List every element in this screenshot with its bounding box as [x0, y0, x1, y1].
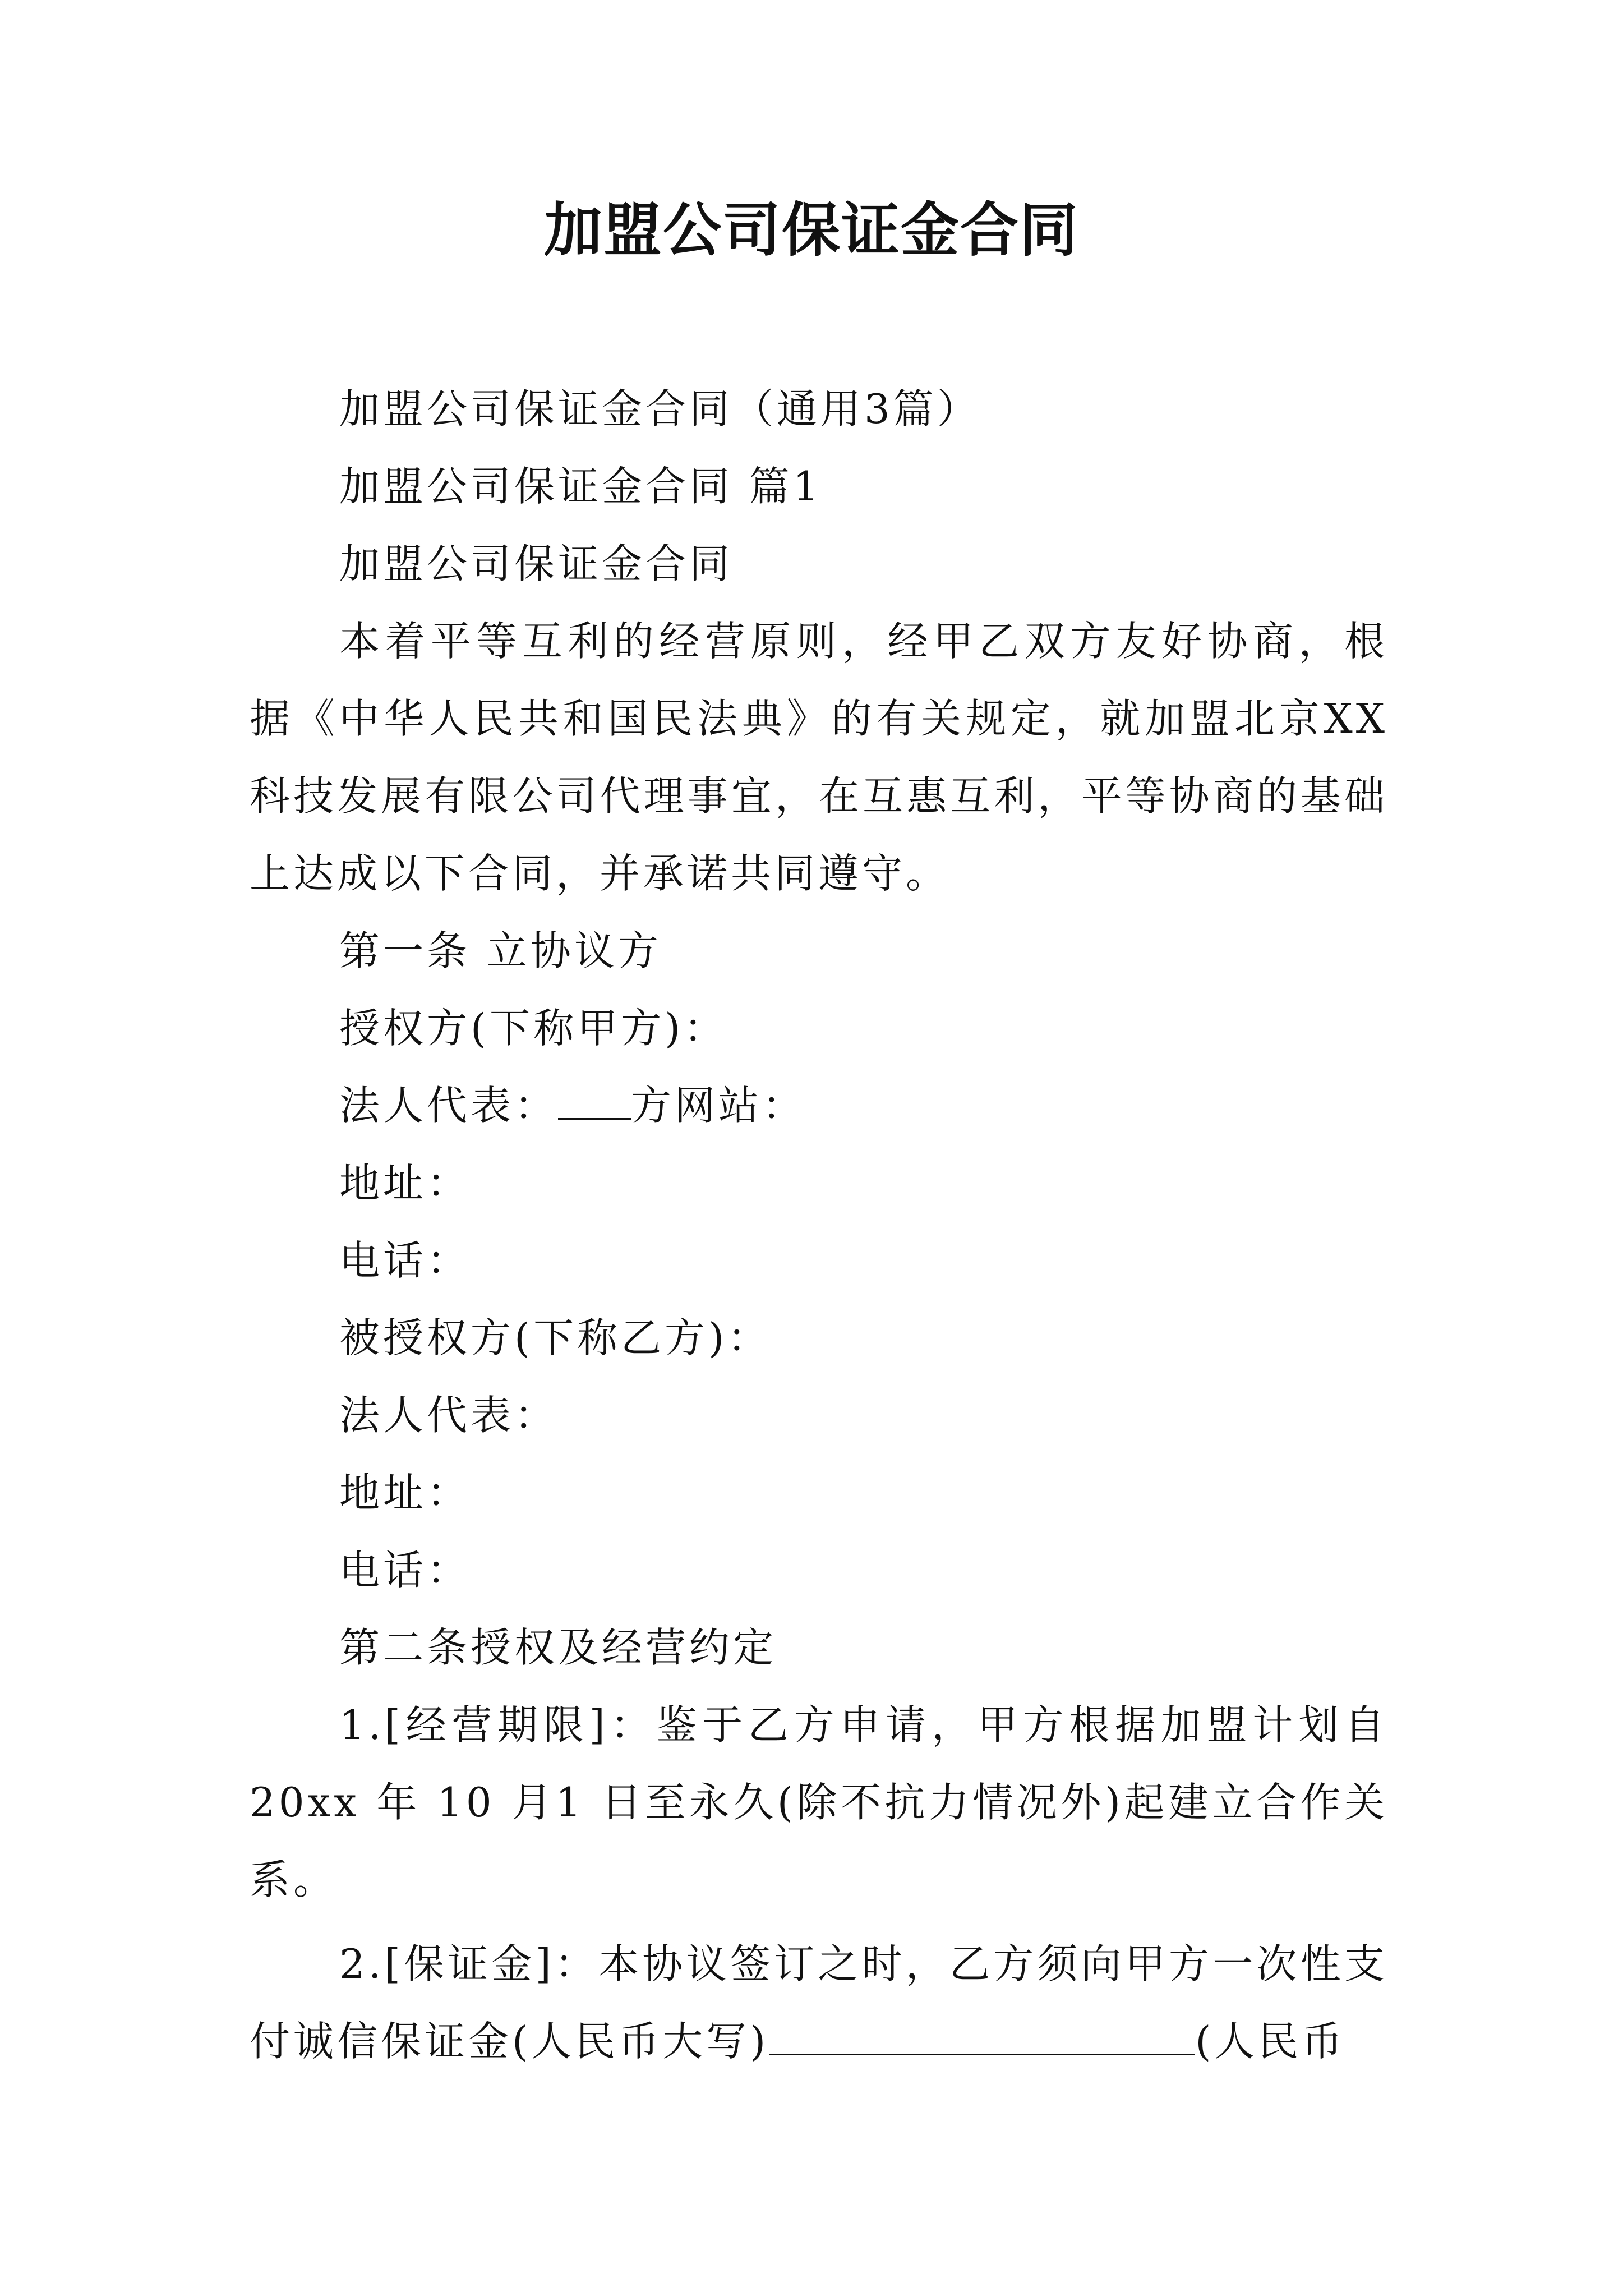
party-a-label: 授权方(下称甲方)： [339, 1005, 728, 1052]
website-label: 方网站： [631, 1082, 806, 1129]
contract-name: 加盟公司保证金合同 [339, 540, 734, 587]
deposit-text: 2.[保证金]：本协议签订之时，乙方须向甲方一次性支付诚信保证金(人民币大写) [250, 1940, 1388, 2065]
blank-line [558, 1083, 631, 1120]
party-a-address: 地址： [339, 1159, 471, 1207]
document-body [250, 370, 1388, 2080]
party-a-representative [250, 1067, 1388, 1144]
party-b-representative: 法人代表： [339, 1392, 559, 1439]
document-title: 加盟公司保证金合同 [543, 195, 1079, 264]
deposit-clause [250, 1925, 1388, 2080]
deposit-text-continued: (人民币 [1195, 2018, 1346, 2065]
section-heading: 加盟公司保证金合同 篇1 [339, 463, 822, 510]
article-two-heading: 第二条授权及经营约定 [339, 1624, 777, 1671]
amount-blank-line [769, 2019, 1195, 2055]
preamble-paragraph: 本着平等互利的经营原则，经甲乙双方友好协商，根据《中华人民共和国民法典》的有关规定，就加盟北京XX科技发展有限公司代理事宜，在互惠互利，平等协商的基础上达成以下合同，并承诺共同遵守。 [250, 618, 1388, 897]
party-b-phone: 电话： [339, 1547, 471, 1594]
term-clause: 1.[经营期限]：鉴于乙方申请，甲方根据加盟计划自20xx 年 10 月1 日至永久(除不抗力情况外)起建立合作关系。 [250, 1701, 1388, 1903]
subtitle-paragraph: 加盟公司保证金合同（通用3篇） [339, 385, 981, 432]
party-b-address: 地址： [339, 1469, 471, 1516]
party-a-phone: 电话： [339, 1237, 471, 1284]
article-one-heading: 第一条 立协议方 [339, 927, 662, 974]
representative-label: 法人代表： [339, 1082, 559, 1129]
party-b-label: 被授权方(下称乙方)： [339, 1314, 772, 1361]
